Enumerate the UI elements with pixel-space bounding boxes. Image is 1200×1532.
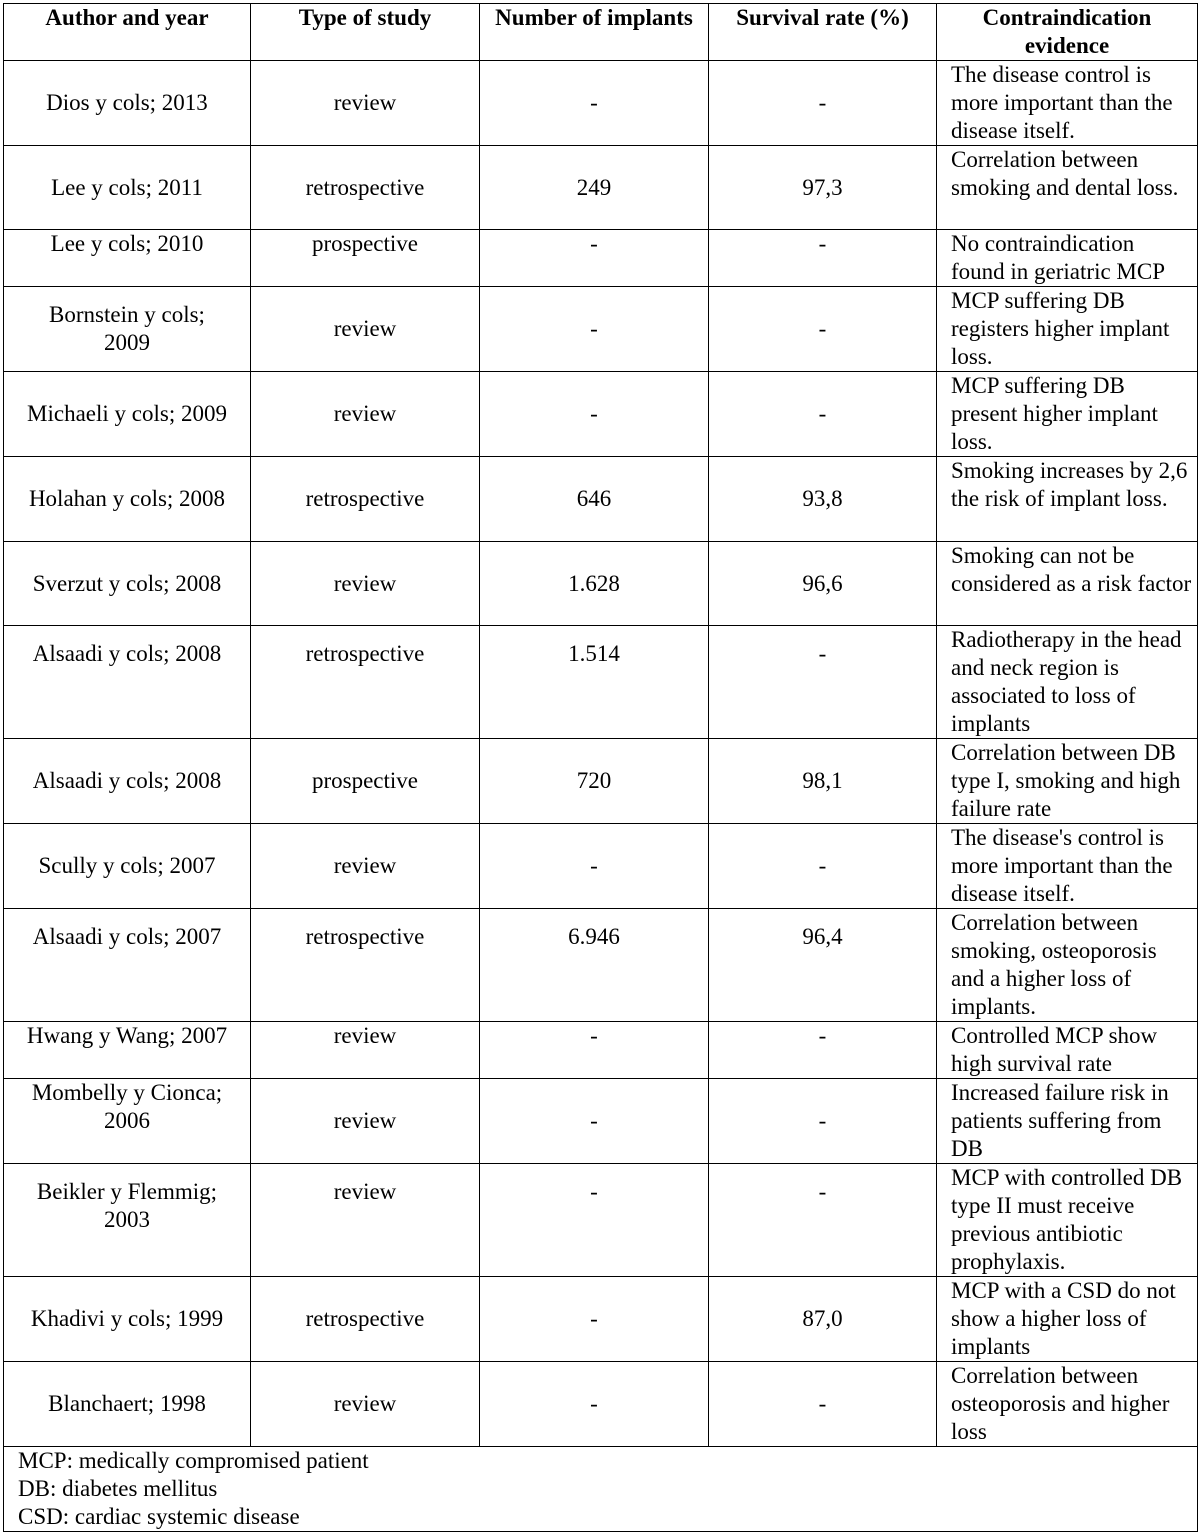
implants-cell: -	[480, 287, 709, 372]
table-header	[4, 4, 1198, 61]
type-cell: retrospective	[251, 626, 480, 739]
evidence-cell: Smoking can not be considered as a risk factor	[937, 542, 1198, 626]
survival-cell: 96,4	[709, 909, 937, 1022]
table-row	[4, 61, 1198, 146]
type-cell: review	[251, 1164, 480, 1277]
header-type-of-study: Type of study	[251, 4, 480, 61]
type-cell: review	[251, 1362, 480, 1447]
header-contraindication-evidence: Contraindication evidence	[937, 4, 1198, 61]
author-cell: Blanchaert; 1998	[4, 1362, 251, 1447]
table-row	[4, 1362, 1198, 1447]
author-cell: Khadivi y cols; 1999	[4, 1277, 251, 1362]
survival-cell: -	[709, 372, 937, 457]
type-cell: prospective	[251, 739, 480, 824]
implants-cell: 1.628	[480, 542, 709, 626]
author-cell: Alsaadi y cols; 2008	[4, 626, 251, 739]
table-row	[4, 372, 1198, 457]
author-cell: Mombelly y Cionca; 2006	[4, 1079, 251, 1164]
table-row	[4, 909, 1198, 1022]
type-cell: review	[251, 372, 480, 457]
table-row	[4, 1022, 1198, 1079]
author-cell: Dios y cols; 2013	[4, 61, 251, 146]
evidence-cell: MCP with controlled DB type II must receive previous antibiotic prophylaxis.	[937, 1164, 1198, 1277]
type-cell: review	[251, 1079, 480, 1164]
author-cell: Sverzut y cols; 2008	[4, 542, 251, 626]
author-cell: Lee y cols; 2010	[4, 230, 251, 287]
table-row	[4, 739, 1198, 824]
header-author-year: Author and year	[4, 4, 251, 61]
table-body	[4, 61, 1198, 1532]
evidence-cell: The disease's control is more important than the disease itself.	[937, 824, 1198, 909]
implants-cell: 1.514	[480, 626, 709, 739]
implants-cell: 646	[480, 457, 709, 542]
type-cell: retrospective	[251, 1277, 480, 1362]
implants-cell: 720	[480, 739, 709, 824]
footnote-csd: CSD: cardiac systemic disease	[18, 1504, 300, 1529]
survival-cell: 93,8	[709, 457, 937, 542]
implants-cell: -	[480, 230, 709, 287]
table-footnotes	[4, 1447, 1198, 1532]
implants-cell: -	[480, 1022, 709, 1079]
implants-cell: -	[480, 824, 709, 909]
evidence-cell: Radiotherapy in the head and neck region is associated to loss of implants	[937, 626, 1198, 739]
implants-cell: 6.946	[480, 909, 709, 1022]
type-cell: review	[251, 287, 480, 372]
author-cell: Holahan y cols; 2008	[4, 457, 251, 542]
type-cell: prospective	[251, 230, 480, 287]
table-row	[4, 230, 1198, 287]
table-row	[4, 542, 1198, 626]
table-row	[4, 1164, 1198, 1277]
evidence-cell: MCP with a CSD do not show a higher loss of implants	[937, 1277, 1198, 1362]
author-cell: Alsaadi y cols; 2007	[4, 909, 251, 1022]
survival-cell: -	[709, 1022, 937, 1079]
evidence-cell: Correlation between smoking, osteoporosis and a higher loss of implants.	[937, 909, 1198, 1022]
evidence-cell: MCP suffering DB registers higher implant loss.	[937, 287, 1198, 372]
type-cell: review	[251, 1022, 480, 1079]
author-cell: Alsaadi y cols; 2008	[4, 739, 251, 824]
survival-cell: -	[709, 230, 937, 287]
table-row	[4, 626, 1198, 739]
notes-row	[4, 1447, 1198, 1532]
implants-cell: -	[480, 1164, 709, 1277]
footnote-mcp: MCP: medically compromised patient	[18, 1448, 369, 1473]
type-cell: retrospective	[251, 457, 480, 542]
evidence-cell: The disease control is more important than the disease itself.	[937, 61, 1198, 146]
table-row	[4, 824, 1198, 909]
implants-cell: -	[480, 372, 709, 457]
type-cell: review	[251, 542, 480, 626]
data-table	[3, 3, 1198, 1532]
type-cell: retrospective	[251, 909, 480, 1022]
author-cell: Beikler y Flemmig; 2003	[4, 1164, 251, 1277]
evidence-cell: Correlation between smoking and dental loss.	[937, 146, 1198, 230]
survival-cell: 96,6	[709, 542, 937, 626]
survival-cell: -	[709, 287, 937, 372]
survival-cell: 98,1	[709, 739, 937, 824]
evidence-cell: Controlled MCP show high survival rate	[937, 1022, 1198, 1079]
table-row	[4, 1079, 1198, 1164]
table-row	[4, 287, 1198, 372]
table-row	[4, 457, 1198, 542]
author-cell: Bornstein y cols; 2009	[4, 287, 251, 372]
survival-cell: -	[709, 61, 937, 146]
implants-cell: -	[480, 61, 709, 146]
survival-cell: -	[709, 824, 937, 909]
author-cell: Hwang y Wang; 2007	[4, 1022, 251, 1079]
implants-cell: -	[480, 1277, 709, 1362]
evidence-cell: No contraindication found in geriatric MCP	[937, 230, 1198, 287]
type-cell: retrospective	[251, 146, 480, 230]
survival-cell: 97,3	[709, 146, 937, 230]
author-cell: Scully y cols; 2007	[4, 824, 251, 909]
evidence-cell: Correlation between DB type I, smoking and high failure rate	[937, 739, 1198, 824]
implants-cell: -	[480, 1362, 709, 1447]
type-cell: review	[251, 824, 480, 909]
header-survival-rate: Survival rate (%)	[709, 4, 937, 61]
footnote-db: DB: diabetes mellitus	[18, 1476, 218, 1501]
header-number-of-implants: Number of implants	[480, 4, 709, 61]
type-cell: review	[251, 61, 480, 146]
survival-cell: -	[709, 1079, 937, 1164]
author-cell: Lee y cols; 2011	[4, 146, 251, 230]
survival-cell: -	[709, 626, 937, 739]
evidence-cell: Correlation between osteoporosis and higher loss	[937, 1362, 1198, 1447]
author-cell: Michaeli y cols; 2009	[4, 372, 251, 457]
header-row	[4, 4, 1198, 61]
evidence-cell: Smoking increases by 2,6 the risk of implant loss.	[937, 457, 1198, 542]
implants-cell: -	[480, 1079, 709, 1164]
survival-cell: -	[709, 1362, 937, 1447]
survival-cell: 87,0	[709, 1277, 937, 1362]
evidence-cell: Increased failure risk in patients suffering from DB	[937, 1079, 1198, 1164]
survival-cell: -	[709, 1164, 937, 1277]
implants-cell: 249	[480, 146, 709, 230]
table-row	[4, 146, 1198, 230]
table-row	[4, 1277, 1198, 1362]
evidence-cell: MCP suffering DB present higher implant loss.	[937, 372, 1198, 457]
